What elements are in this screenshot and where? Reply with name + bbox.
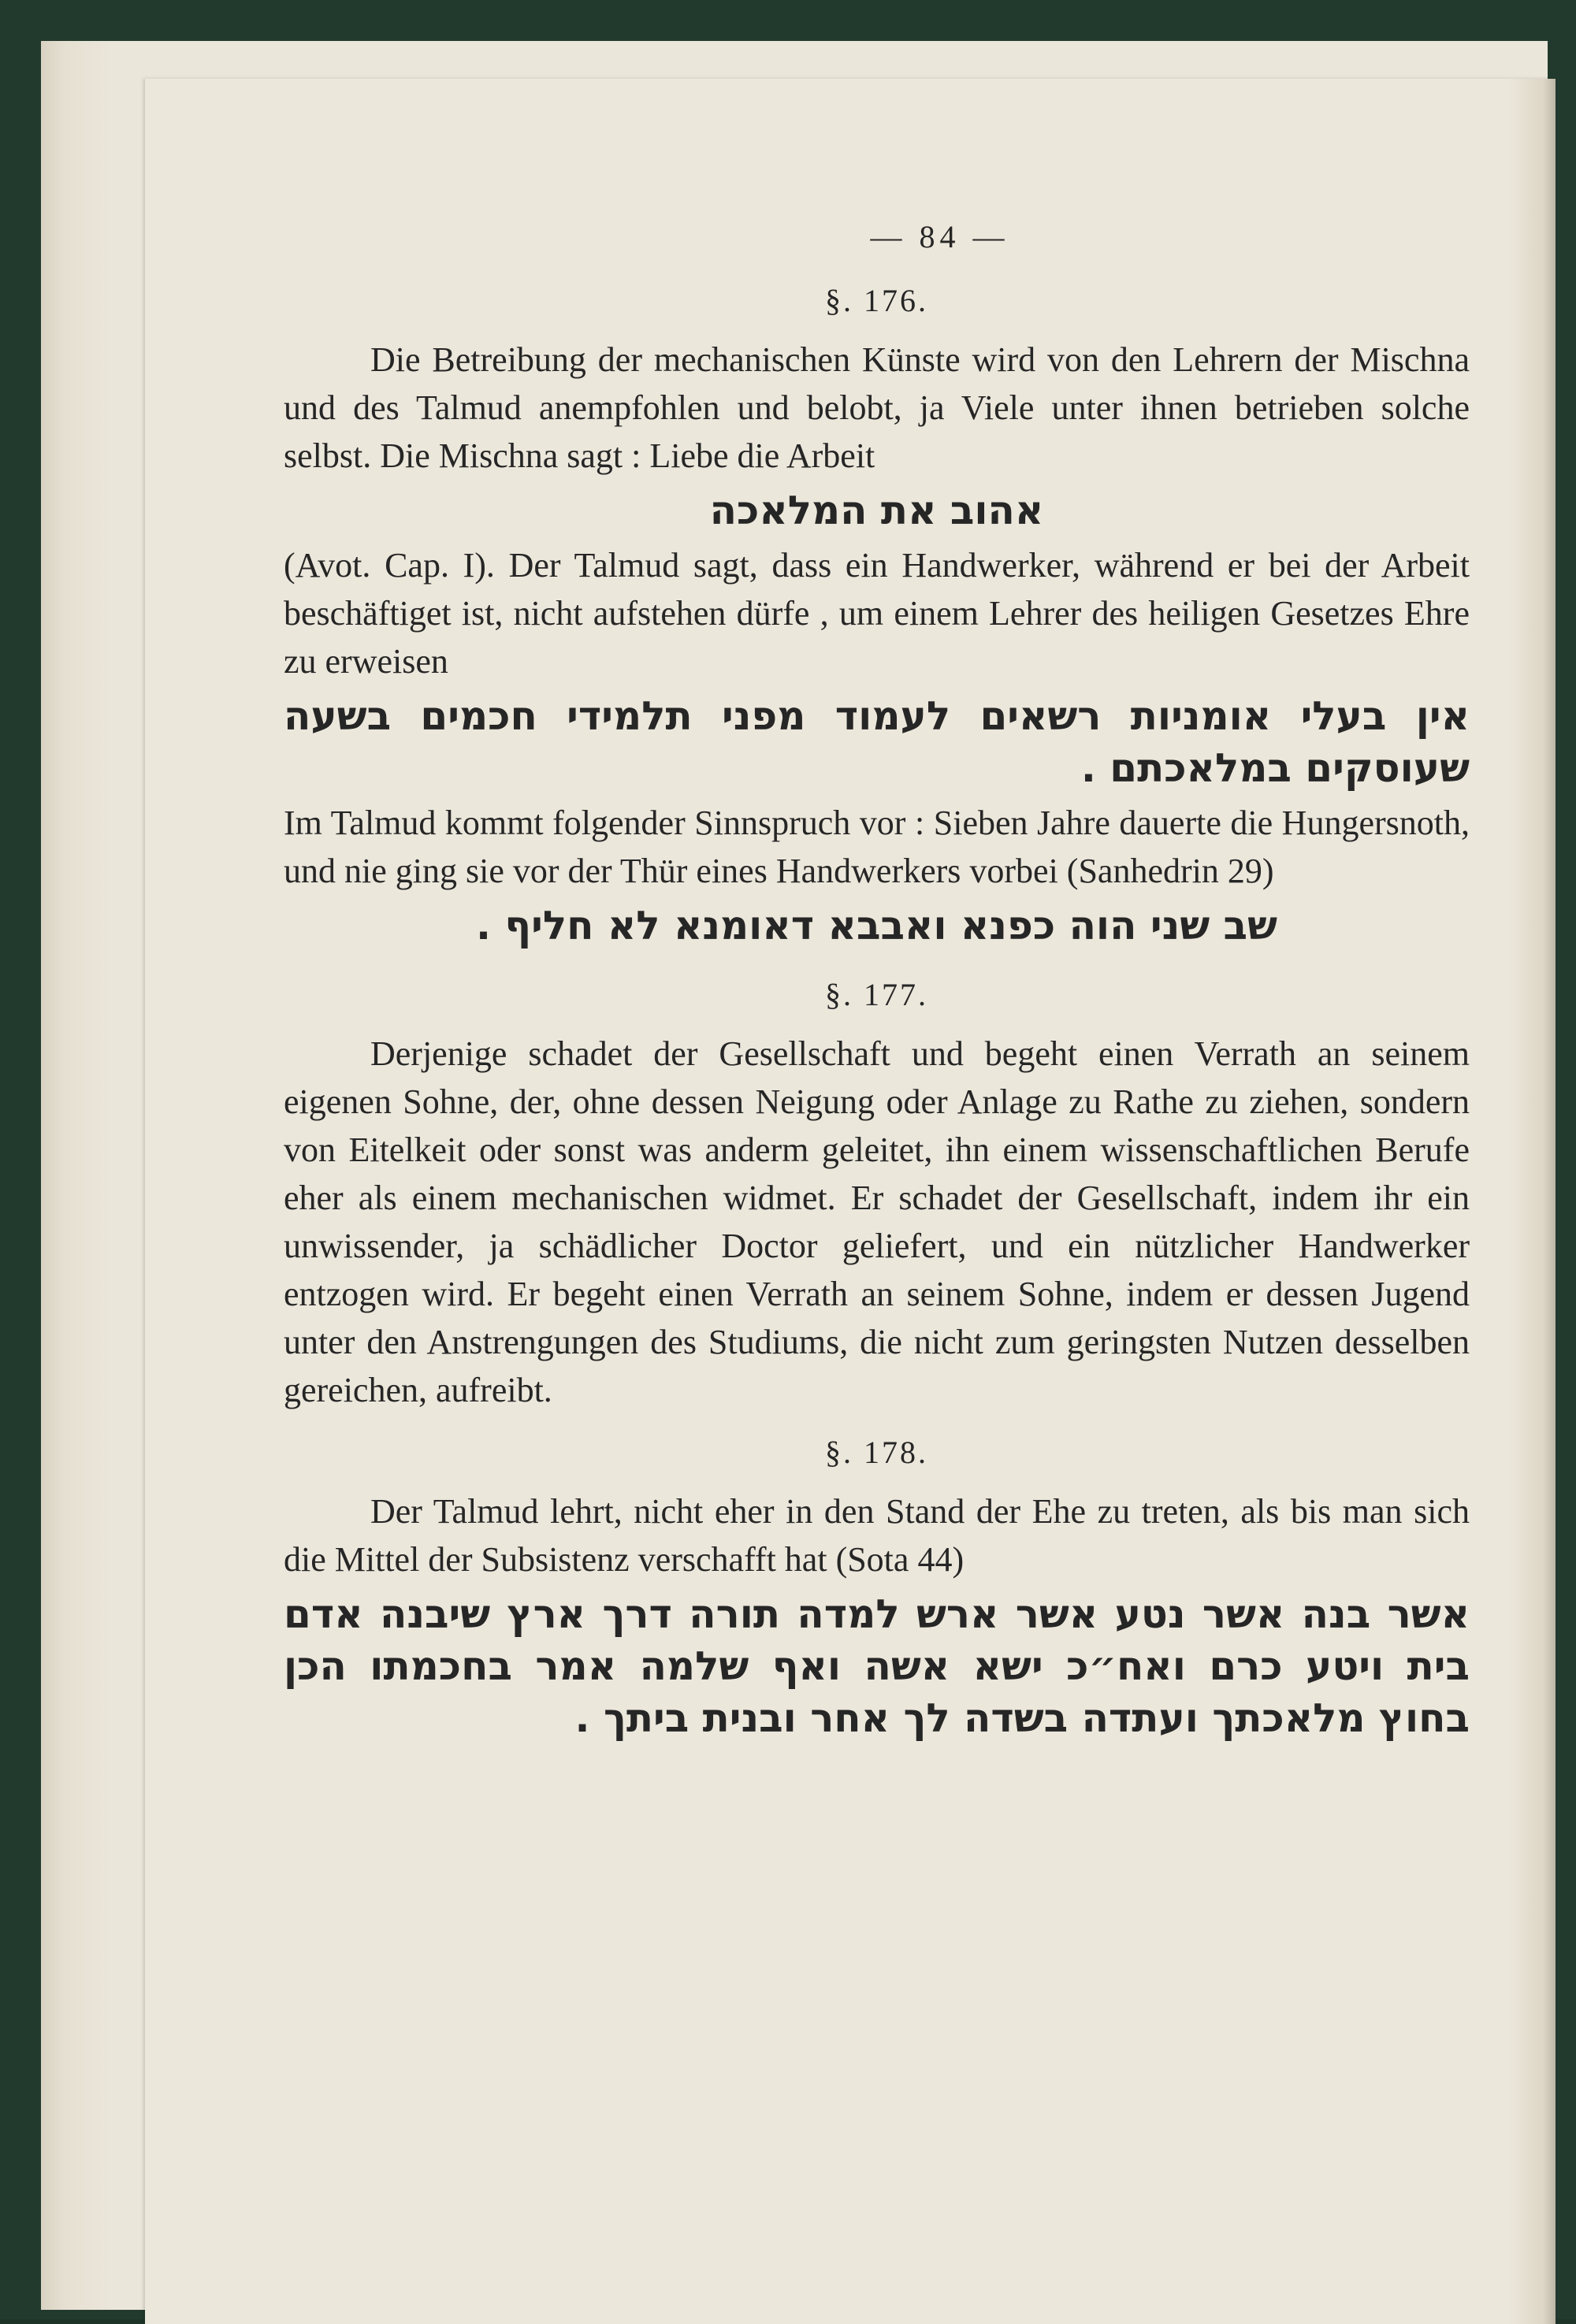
section-178-hebrew-1: אשר בנה אשר נטע אשר ארש למדה תורה דרך ארץ שיבנה אדם בית ויטע כרם ואח״כ ישא אשה ואף שלמה אמר בחכמתו הכן בחוץ מלאכתך ועתדה בשדה לך אחר ובנית ביתך . bbox=[284, 1591, 1470, 1741]
section-176-paragraph-1: Die Betreibung der mechanischen Künste wird von den Lehrern der Mischna und des Talmud anempfohlen und belobt, ja Viele unter ihnen betrieben solche selbst. Die Mischna sagt : Liebe die Arbeit bbox=[284, 340, 1470, 475]
section-177-title: §. 177. bbox=[825, 977, 928, 1012]
section-176-hebrew-1: אהוב את המלאכה bbox=[709, 488, 1044, 533]
section-178-title: §. 178. bbox=[825, 1435, 928, 1470]
section-176-title: §. 176. bbox=[825, 283, 928, 318]
section-176-hebrew-2: אין בעלי אומניות רשאים לעמוד מפני תלמידי חכמים בשעה שעוסקים במלאכתם . bbox=[284, 693, 1470, 791]
section-177-paragraph-1: Derjenige schadet der Gesellschaft und begeht einen Verrath an seinem eigenen Sohne, der, ohne dessen Neigung oder Anlage zu Rathe zu ziehen, sondern von Eitelkeit oder sonst was anderm geleitet, ihn einem wissenschaftlichen Berufe eher als einem mechanischen widmet. Er schadet der Gesellschaft, indem ihr ein unwissender, ja schädlicher Doctor geliefert, und ein nützlicher Handwerker entzogen wird. Er begeht einen Verrath an seinem Sohne, indem er dessen Jugend unter den Anstrengungen des Studiums, die nicht zum geringsten Nutzen desselben gereichen, aufreibt. bbox=[284, 1034, 1470, 1409]
section-176-paragraph-2: (Avot. Cap. I). Der Talmud sagt, dass ein Handwerker, während er bei der Arbeit beschäftiget ist, nicht aufstehen dürfe , um einem Lehrer des heiligen Gesetzes Ehre zu erweisen bbox=[284, 546, 1470, 681]
page-number: — 84 — bbox=[870, 219, 1009, 254]
page-gutter bbox=[1508, 79, 1556, 2324]
page-text bbox=[284, 213, 1470, 1749]
section-178-paragraph-1: Der Talmud lehrt, nicht eher in den Stand der Ehe zu treten, als bis man sich die Mittel der Subsistenz verschafft hat (Sota 44) bbox=[284, 1492, 1470, 1579]
section-176-paragraph-3: Im Talmud kommt folgender Sinnspruch vor : Sieben Jahre dauerte die Hungersnoth, und nie ging sie vor der Thür eines Handwerkers vorbei (Sanhedrin 29) bbox=[284, 804, 1470, 890]
section-176-hebrew-3: שב שני הוה כפנא ואבבא דאומנא לא חליף . bbox=[476, 903, 1277, 949]
